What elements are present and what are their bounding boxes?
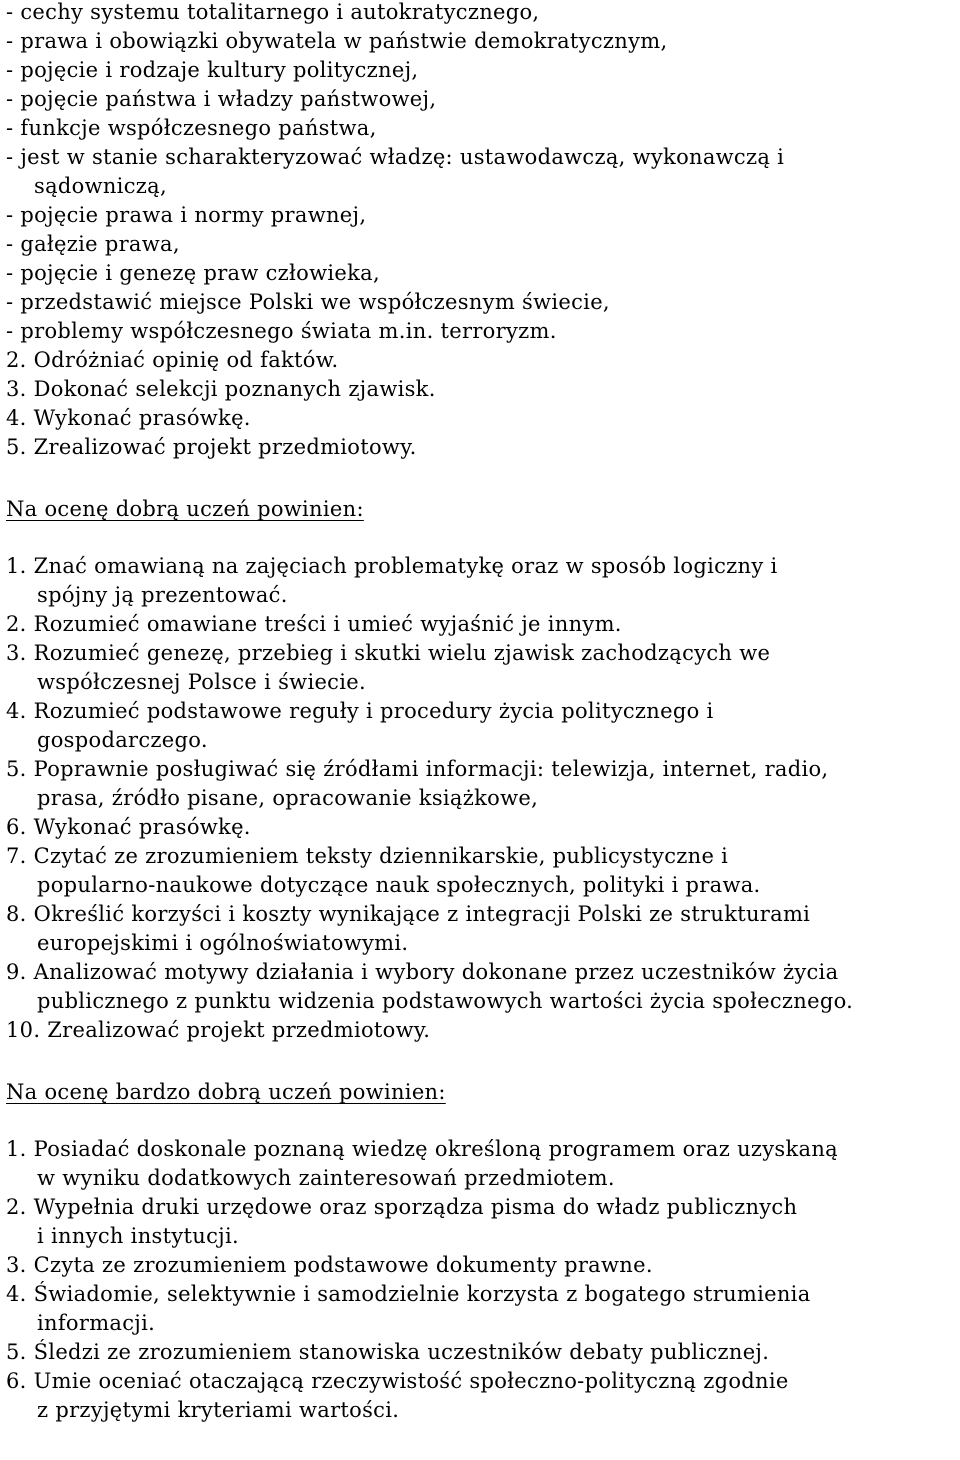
- list-item: 2. Rozumieć omawiane treści i umieć wyjaśnić je innym.: [6, 612, 622, 636]
- list-item: 8. Określić korzyści i koszty wynikające z integracji Polski ze strukturami: [6, 902, 811, 926]
- list-item-continuation: europejskimi i ogólnoświatowymi.: [37, 931, 409, 955]
- list-item-continuation: informacji.: [37, 1311, 156, 1335]
- list-item: 1. Posiadać doskonale poznaną wiedzę określoną programem oraz uzyskaną: [6, 1137, 838, 1161]
- list-item-continuation: popularno-naukowe dotyczące nauk społecznych, polityki i prawa.: [37, 873, 761, 897]
- list-item-continuation: sądowniczą,: [34, 174, 167, 198]
- list-item: 2. Wypełnia druki urzędowe oraz sporządza pisma do władz publicznych: [6, 1195, 798, 1219]
- list-item: 3. Dokonać selekcji poznanych zjawisk.: [6, 377, 436, 401]
- list-item: - pojęcie państwa i władzy państwowej,: [6, 87, 437, 111]
- list-item: - przedstawić miejsce Polski we współczesnym świecie,: [6, 290, 610, 314]
- list-item: 4. Świadomie, selektywnie i samodzielnie korzysta z bogatego strumienia: [6, 1282, 811, 1306]
- list-item: - problemy współczesnego świata m.in. terroryzm.: [6, 319, 557, 343]
- list-item: - prawa i obowiązki obywatela w państwie demokratycznym,: [6, 29, 668, 53]
- list-item: 4. Rozumieć podstawowe reguły i procedury życia politycznego i: [6, 699, 714, 723]
- list-item: - gałęzie prawa,: [6, 232, 180, 256]
- list-item: - jest w stanie scharakteryzować władzę: ustawodawczą, wykonawczą i: [6, 145, 785, 169]
- section-heading-very-good: Na ocenę bardzo dobrą uczeń powinien:: [6, 1080, 446, 1104]
- list-item-continuation: w wyniku dodatkowych zainteresowań przedmiotem.: [37, 1166, 615, 1190]
- list-item-continuation: z przyjętymi kryteriami wartości.: [37, 1398, 400, 1422]
- list-item: 2. Odróżniać opinię od faktów.: [6, 348, 339, 372]
- list-item-continuation: i innych instytucji.: [37, 1224, 239, 1248]
- list-item: 7. Czytać ze zrozumieniem teksty dziennikarskie, publicystyczne i: [6, 844, 729, 868]
- list-item: 10. Zrealizować projekt przedmiotowy.: [6, 1018, 431, 1042]
- list-item: 9. Analizować motywy działania i wybory dokonane przez uczestników życia: [6, 960, 839, 984]
- list-item: 6. Wykonać prasówkę.: [6, 815, 251, 839]
- list-item-continuation: spójny ją prezentować.: [37, 583, 288, 607]
- list-item-continuation: prasa, źródło pisane, opracowanie książkowe,: [37, 786, 539, 810]
- list-item-continuation: publicznego z punktu widzenia podstawowych wartości życia społecznego.: [37, 989, 854, 1013]
- list-item: - pojęcie i genezę praw człowieka,: [6, 261, 380, 285]
- list-item: 5. Poprawnie posługiwać się źródłami informacji: telewizja, internet, radio,: [6, 757, 829, 781]
- list-item-continuation: współczesnej Polsce i świecie.: [37, 670, 366, 694]
- list-item: 3. Czyta ze zrozumieniem podstawowe dokumenty prawne.: [6, 1253, 653, 1277]
- list-item: - pojęcie i rodzaje kultury politycznej,: [6, 58, 419, 82]
- section-heading-good: Na ocenę dobrą uczeń powinien:: [6, 497, 364, 521]
- list-item: - funkcje współczesnego państwa,: [6, 116, 377, 140]
- list-item: 5. Zrealizować projekt przedmiotowy.: [6, 435, 417, 459]
- list-item: 1. Znać omawianą na zajęciach problematykę oraz w sposób logiczny i: [6, 554, 778, 578]
- list-item: - pojęcie prawa i normy prawnej,: [6, 203, 367, 227]
- list-item: 3. Rozumieć genezę, przebieg i skutki wielu zjawisk zachodzących we: [6, 641, 771, 665]
- list-item: 4. Wykonać prasówkę.: [6, 406, 251, 430]
- list-item: 5. Śledzi ze zrozumieniem stanowiska uczestników debaty publicznej.: [6, 1340, 770, 1364]
- list-item-continuation: gospodarczego.: [37, 728, 208, 752]
- list-item: 6. Umie oceniać otaczającą rzeczywistość społeczno-polityczną zgodnie: [6, 1369, 789, 1393]
- list-item: - cechy systemu totalitarnego i autokratycznego,: [6, 0, 540, 24]
